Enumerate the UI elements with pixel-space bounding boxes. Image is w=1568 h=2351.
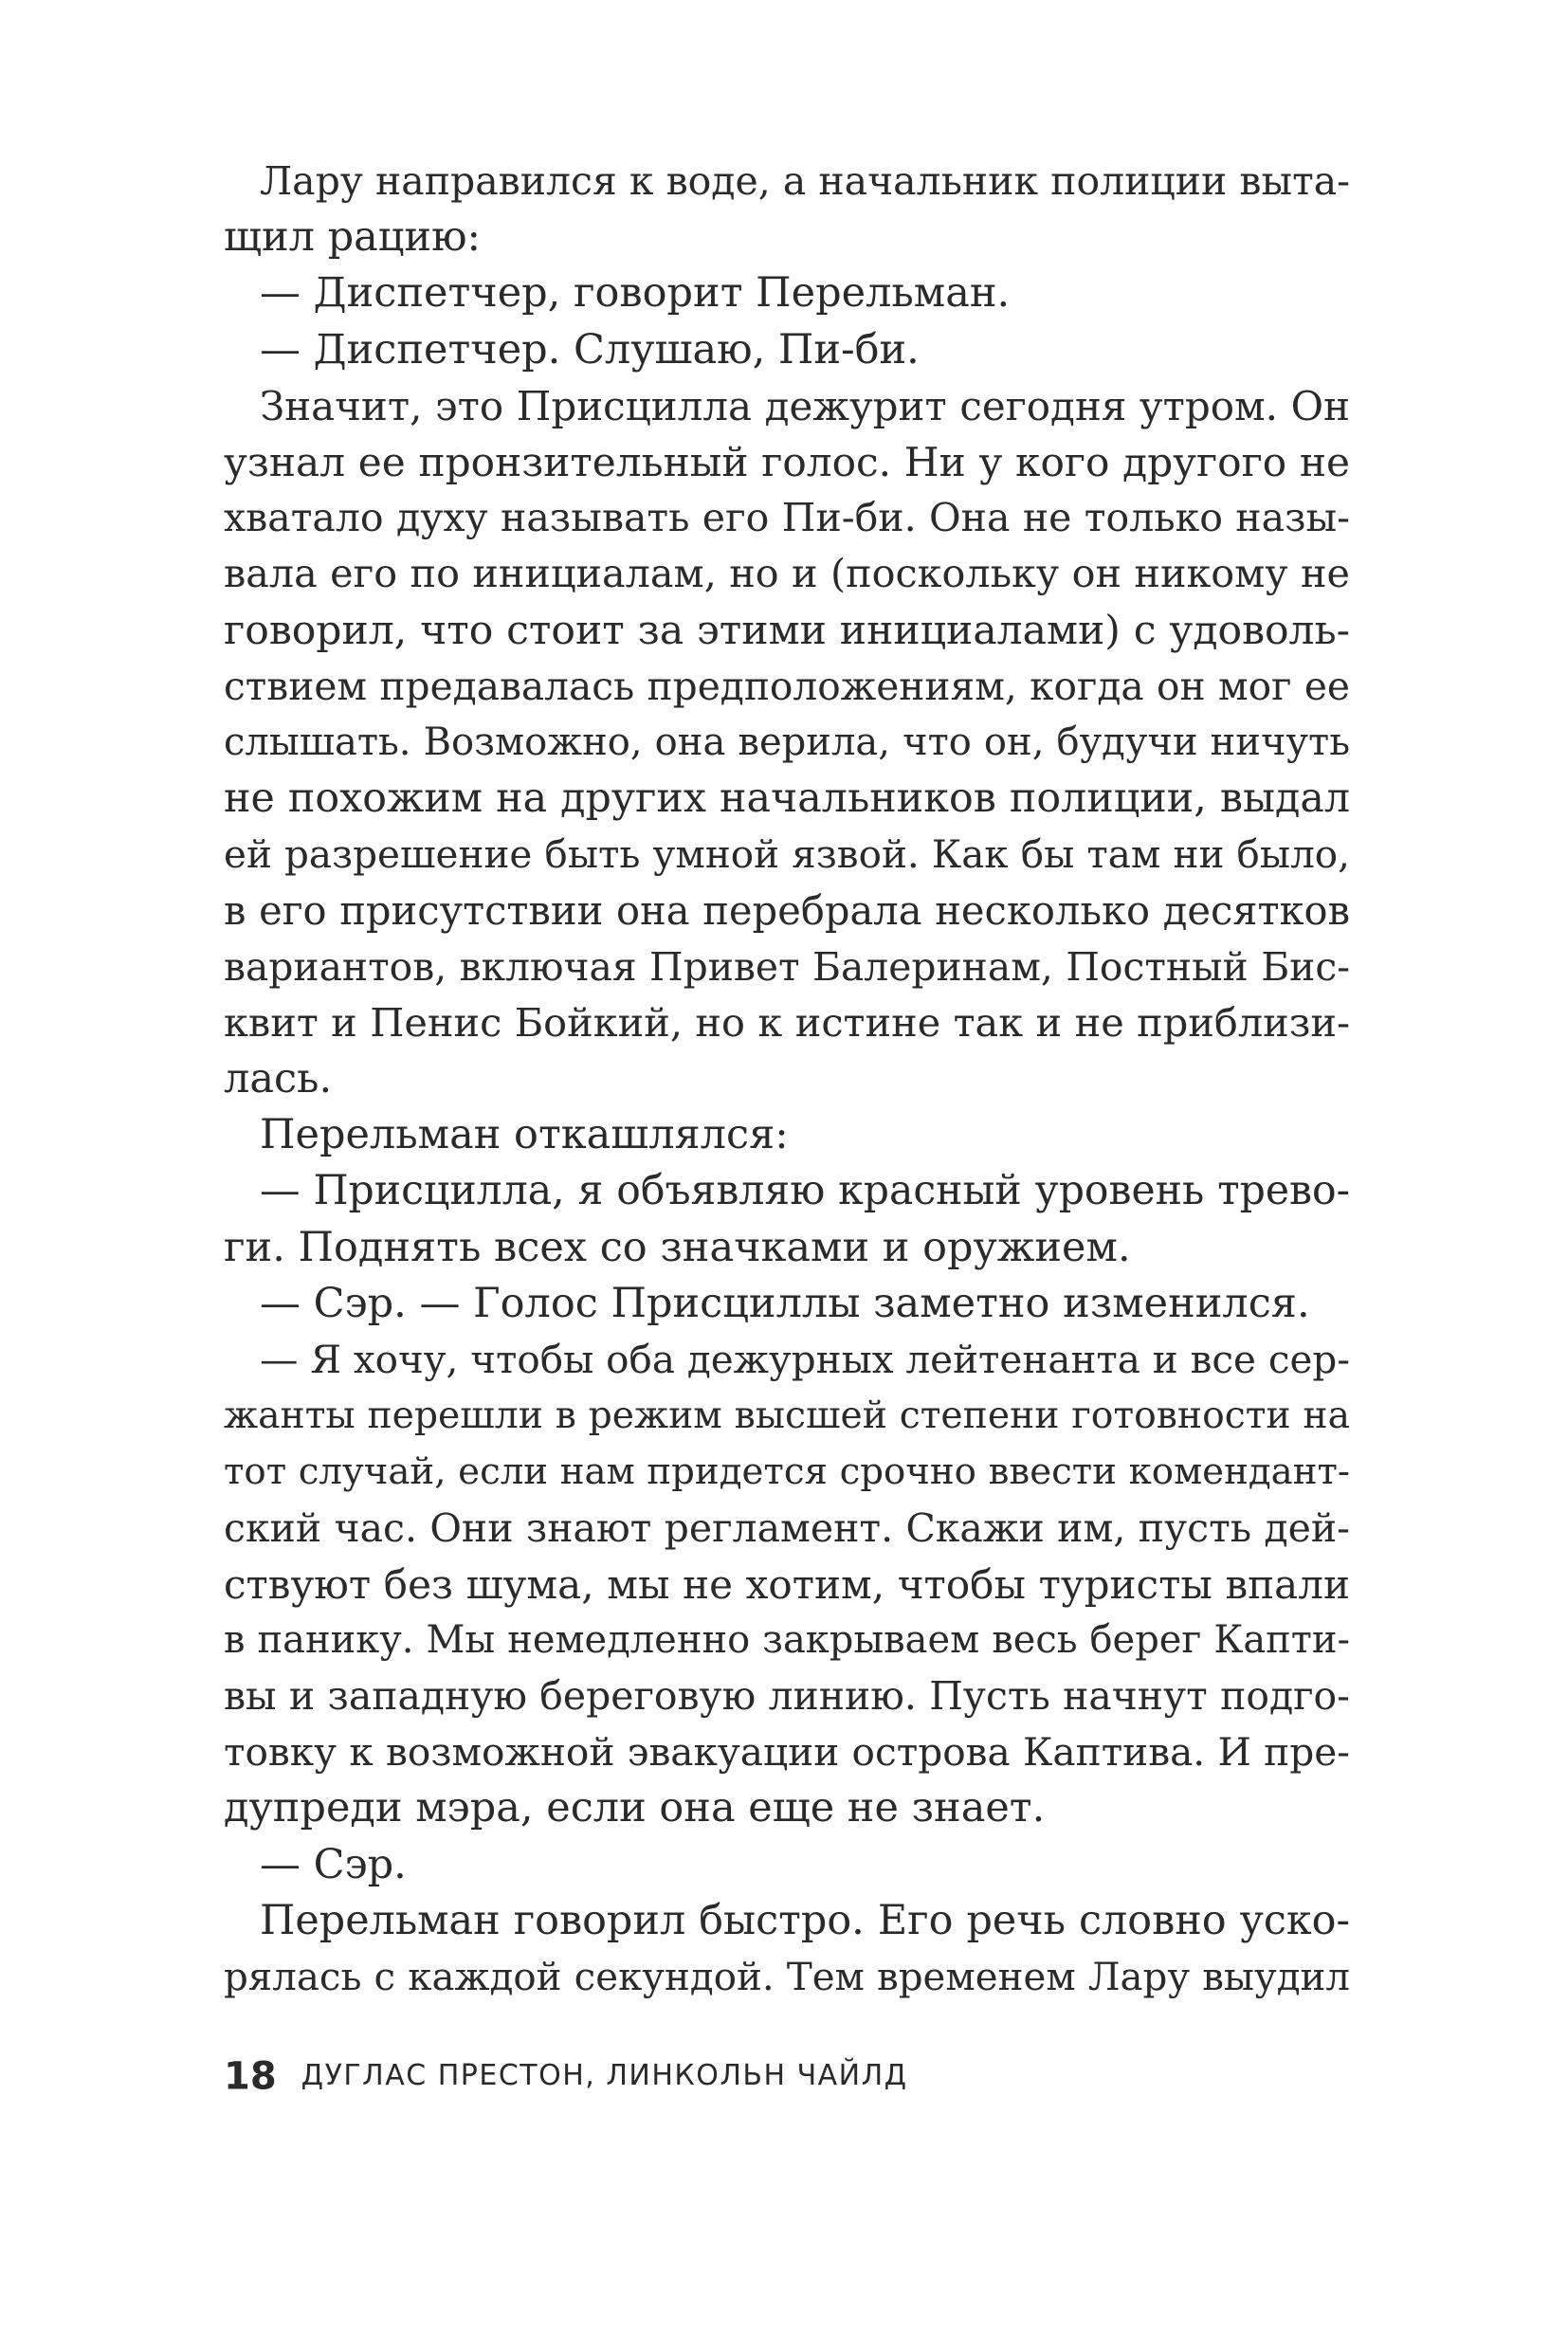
text-line: вала его по инициалам, но и (поскольку он никому не <box>224 551 1350 597</box>
text-line: жанты перешли в режим высшей степени готовности на <box>224 1394 1350 1438</box>
text-line: Значит, это Присцилла дежурит сегодня утром. Он <box>260 382 1350 429</box>
text-line: дупреди мэра, если она еще не знает. <box>224 1784 1046 1832</box>
page-number: 18 <box>224 2054 277 2099</box>
text-line: Перельман говорил быстро. Его речь словно уско- <box>260 1896 1350 1944</box>
dialogue-paragraph <box>224 1332 1350 1837</box>
text-line: в панику. Мы немедленно закрываем весь берег Капти- <box>224 1617 1350 1662</box>
text-line: — Присцилла, я объявляю красный уровень трево- <box>260 1167 1350 1215</box>
dialogue-paragraph <box>224 1276 1350 1332</box>
text-line: не похожим на других начальников полиции, выдал <box>224 775 1350 823</box>
text-line: хватало духу называть его Пи-би. Она не только назы- <box>224 495 1350 541</box>
paragraph <box>224 154 1350 265</box>
text-line: Лару направился к воде, а начальник полиции выта- <box>260 158 1350 204</box>
text-line: узнал ее пронзительный голос. Ни у кого другого не <box>224 438 1350 485</box>
text-line: — Сэр. <box>260 1840 407 1888</box>
text-line: товку к возможной эвакуации острова Каптива. И пре- <box>224 1729 1350 1776</box>
running-head: ДУГЛАС ПРЕСТОН, ЛИНКОЛЬН ЧАЙЛД <box>301 2059 908 2093</box>
text-line: — Сэр. — Голос Присциллы заметно изменился. <box>260 1279 1310 1327</box>
text-line: рялась с каждой секундой. Тем временем Лару выудил <box>224 1955 1350 1999</box>
text-line: — Диспетчер, говорит Перельман. <box>260 269 1011 318</box>
paragraph <box>224 1893 1350 2005</box>
text-line: ский час. Они знают регламент. Скажи им, пусть дей- <box>224 1504 1350 1551</box>
text-line: ствуют без шума, мы не хотим, чтобы туристы впали <box>224 1560 1350 1608</box>
text-line: тот случай, если нам придется срочно ввести комендант- <box>224 1450 1350 1494</box>
text-line: вы и западную береговую линию. Пусть начнут подго- <box>224 1673 1350 1720</box>
text-line: щил рацию: <box>224 213 482 262</box>
dialogue-paragraph <box>224 1163 1350 1275</box>
text-line: говорил, что стоит за этими инициалами) с удоволь- <box>224 607 1350 654</box>
body-text <box>224 154 1350 2005</box>
paragraph <box>224 1107 1350 1163</box>
text-line: вариантов, включая Привет Балеринам, Постный Бис- <box>224 943 1350 990</box>
dialogue-paragraph <box>224 1837 1350 1893</box>
paragraph <box>224 378 1350 1107</box>
text-line: ствием предавалась предположениям, когда он мог ее <box>224 663 1350 709</box>
dialogue-paragraph <box>224 265 1350 321</box>
text-line: ей разрешение быть умной язвой. Как бы там ни было, <box>224 831 1350 878</box>
text-line: — Я хочу, чтобы оба дежурных лейтенанта и все сер- <box>260 1336 1350 1382</box>
text-line: — Диспетчер. Слушаю, Пи-би. <box>260 325 920 374</box>
text-line: ги. Поднять всех со значками и оружием. <box>224 1223 1131 1271</box>
text-line: Перельман откашлялся: <box>260 1111 789 1159</box>
text-line: лась. <box>224 1055 333 1103</box>
dialogue-paragraph <box>224 322 1350 378</box>
page-footer <box>224 2048 908 2105</box>
text-line: квит и Пенис Бойкий, но к истине так и не приблизи- <box>224 999 1350 1046</box>
text-line: в его присутствии она перебрала несколько десятков <box>224 887 1350 935</box>
text-line: слышать. Возможно, она верила, что он, будучи ничуть <box>224 720 1350 764</box>
